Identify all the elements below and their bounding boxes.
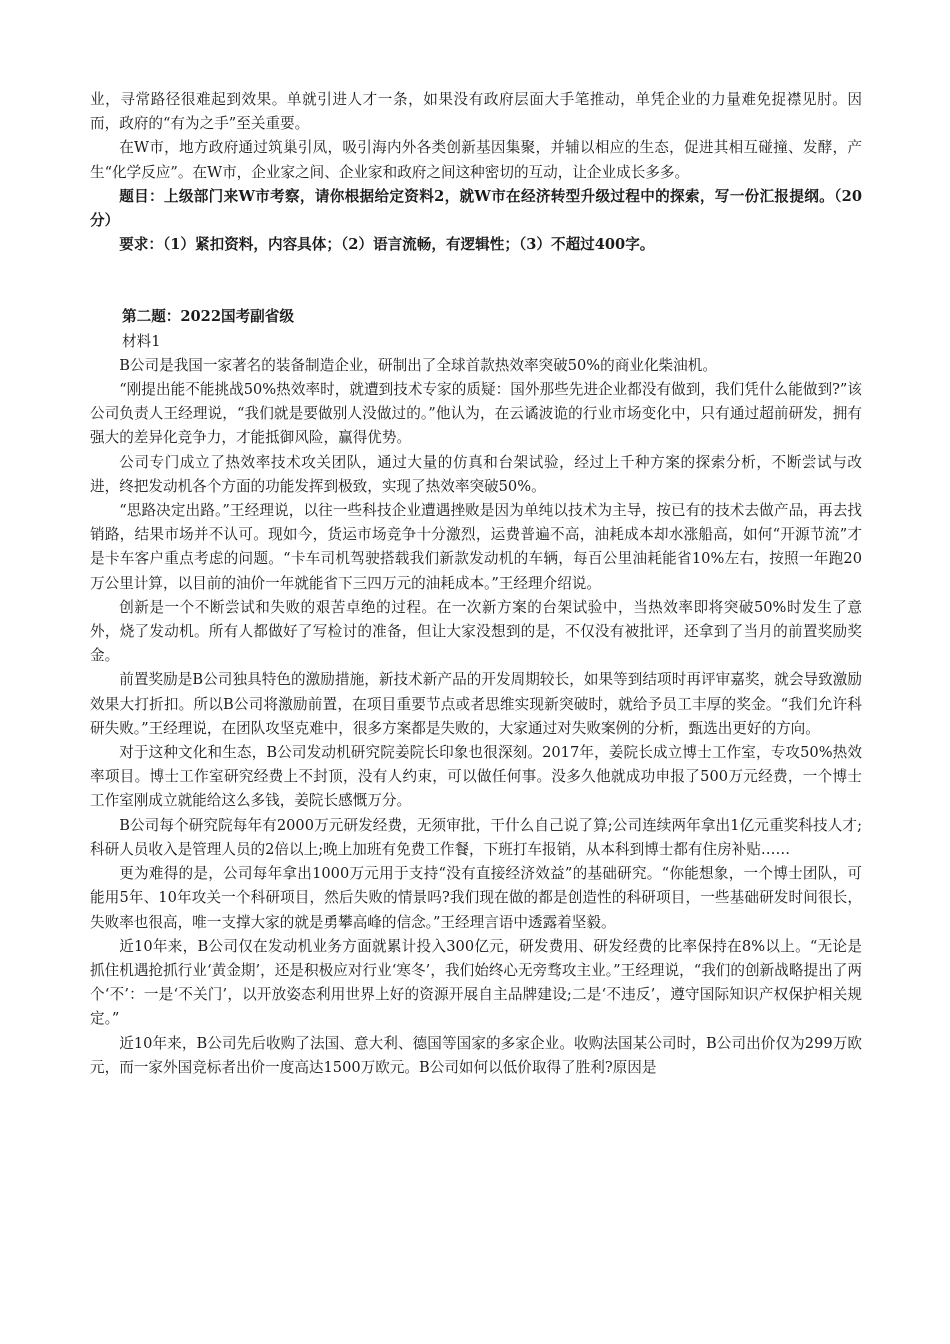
paragraph: 对于这种文化和生态，B公司发动机研究院姜院长印象也很深刻。2017年，姜院长成立博士工作室，专攻50%热效率项目。博士工作室研究经费上不封顶，没有人约束，可以做任何事。没多久他就成功申报了500万元经费，一个博士工作室刚成立就能给这么多钱，姜院长感慨万分。	[90, 744, 862, 810]
paragraph-w-city: 在W市，地方政府通过筑巢引凤，吸引海内外各类创新基因集聚，并辅以相应的生态，促进其相互碰撞、发酵，产生“化学反应”。在W市，企业家之间、企业家和政府之间这种密切的互动，让企业成长多多。	[90, 139, 862, 181]
paragraph: 近10年来，B公司先后收购了法国、意大利、德国等国家的多家企业。收购法国某公司时，B公司出价仅为299万欧元，而一家外国竞标者出价一度高达1500万欧元。B公司如何以低价取得了胜利?原因是	[90, 1034, 862, 1076]
document-page	[90, 88, 862, 1080]
material-label: 材料1	[122, 332, 161, 350]
paragraph: 前置奖励是B公司独具特色的激励措施，新技术新产品的开发周期较长，如果等到结项时再评审嘉奖，就会导致激励效果大打折扣。所以B公司将激励前置，在项目重要节点或者思维实现新突破时，就给予员工丰厚的奖金。“我们允许科研失败。”王经理说，在团队攻坚克难中，很多方案都是失败的，大家通过对失败案例的分析，甄选出更好的方向。	[90, 671, 862, 737]
paragraph: 公司专门成立了热效率技术攻关团队，通过大量的仿真和台架试验，经过上千种方案的探索分析，不断尝试与改进，终把发动机各个方面的功能发挥到极致，实现了热效率突破50%。	[90, 453, 862, 495]
section-gap	[90, 257, 862, 305]
requirements-text: 要求：（1）紧扣资料，内容具体；（2）语言流畅，有逻辑性；（3）不超过400字。	[119, 236, 655, 254]
paragraph: B公司是我国一家著名的装备制造企业，研制出了全球首款热效率突破50%的商业化柴油机。	[119, 356, 717, 374]
section-heading: 第二题：2022国考副省级	[122, 308, 294, 326]
paragraph: B公司每个研究院每年有2000万元研发经费，无须审批，干什么自己说了算;公司连续两年拿出1亿元重奖科技人才;科研人员收入是管理人员的2倍以上;晚上加班有免费工作餐，下班打车报销，从本科到博士都有住房补贴……	[90, 816, 862, 858]
paragraph: 创新是一个不断尝试和失败的艰苦卓绝的过程。在一次新方案的台架试验中，当热效率即将突破50%时发生了意外，烧了发动机。所有人都做好了写检讨的准备，但让大家没想到的是，不仅没有被批评，还拿到了当月的前置奖励奖金。	[90, 598, 862, 665]
paragraph: 近10年来，B公司仅在发动机业务方面就累计投入300亿元，研发费用、研发经费的比率保持在8%以上。“无论是抓住机遇抢抓行业‘黄金期’，还是积极应对行业‘寒冬’，我们始终心无旁骛攻主业。”王经理说，“我们的创新战略提出了两个‘不’：一是‘不关门’，以开放姿态利用世界上好的资源开展自主品牌建设;二是‘不违反’，遵守国际知识产权保护相关规定。”	[90, 937, 862, 1028]
paragraph-continued: 业，寻常路径很难起到效果。单就引进人才一条，如果没有政府层面大手笔推动，单凭企业的力量难免捉襟见肘。因而，政府的“有为之手”至关重要。	[90, 91, 862, 133]
paragraph: “刚提出能不能挑战50%热效率时，就遭到技术专家的质疑：国外那些先进企业都没有做到，我们凭什么能做到?”该公司负责人王经理说，“我们就是要做别人没做过的。”他认为，在云谲波诡的行业市场变化中，只有通过超前研发，拥有强大的差异化竞争力，才能抵御风险，赢得优势。	[90, 381, 862, 447]
paragraph: 更为难得的是，公司每年拿出1000万元用于支持“没有直接经济效益”的基础研究。“你能想象，一个博士团队，可能用5年、10年攻关一个科研项目，然后失败的情景吗?我们现在做的都是创造性的科研项目，一些基础研发时间很长，失败率也很高，唯一支撑大家的就是勇攀高峰的信念。”王经理言语中透露着坚毅。	[90, 865, 862, 931]
question-text: 题目：上级部门来W市考察，请你根据给定资料2，就W市在经济转型升级过程中的探索，写一份汇报提纲。（20分）	[90, 187, 862, 230]
paragraph: “思路决定出路。”王经理说，以往一些科技企业遭遇挫败是因为单纯以技术为主导，按已有的技术去做产品，再去找销路，结果市场并不认可。现如今，货运市场竞争十分激烈，运费普遍不高，油耗成本却水涨船高，如何“开源节流”才是卡车客户重点考虑的问题。“卡车司机驾驶搭载我们新款发动机的车辆，每百公里油耗能省10%左右，按照一年跑20万公里计算，以目前的油价一年就能省下三四万元的油耗成本。”王经理介绍说。	[90, 502, 862, 592]
